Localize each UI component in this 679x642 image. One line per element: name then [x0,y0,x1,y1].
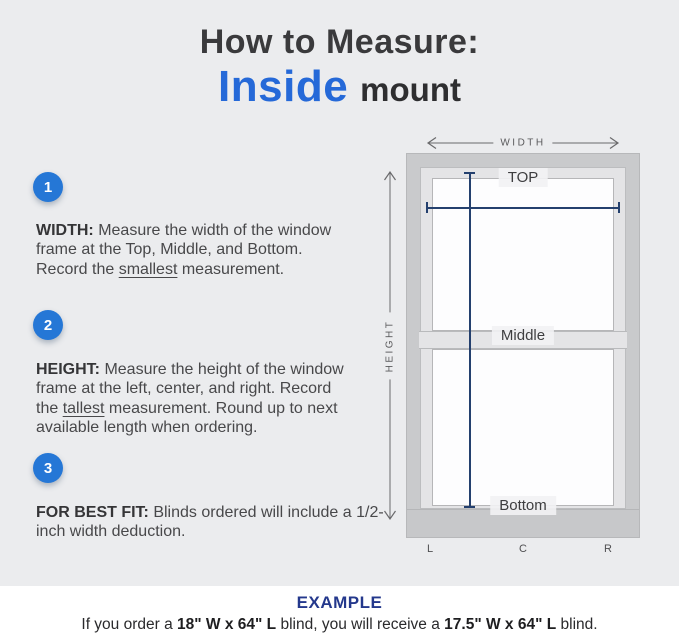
step-3-text: FOR BEST FIT: Blinds ordered will include a 1/2-inch width deduction. [36,504,384,541]
title-line1: How to Measure: [199,23,480,61]
label-middle: Middle [492,326,554,345]
step-2-badge: 2 [33,310,63,340]
page-title [0,24,679,111]
example-heading: EXAMPLE [296,593,383,612]
height-measure-line [464,172,475,508]
label-right: R [604,543,612,555]
title-highlight: Inside [218,62,349,112]
title-suffix: mount [360,71,461,109]
width-measure-line [426,202,620,213]
height-arrow-icon [383,170,397,521]
label-bottom: Bottom [490,496,556,515]
example-text: If you order a 18" W x 64" L blind, you will receive a 17.5" W x 64" L blind. [81,616,598,633]
window-pane-lower [432,349,614,506]
width-arrow-icon [426,136,620,150]
example-footer [0,586,679,642]
title-line2 [0,64,679,110]
window-pane-upper [432,178,614,331]
step-1-text: WIDTH: Measure the width of the window frame at the Top, Middle, and Bottom. Record the smallest measurement. [36,222,332,278]
step-3-badge: 3 [33,453,63,483]
label-center: C [519,543,527,555]
measure-cap [464,506,475,508]
measure-cap [618,202,620,213]
step-2-text: HEIGHT: Measure the height of the window frame at the left, center, and right. Record the tallest measurement. Round up to next available length when ordering. [36,361,344,437]
lcr-row [380,543,670,559]
step-1-badge: 1 [33,172,63,202]
height-arrow-label: HEIGHT [385,312,396,379]
window-diagram [380,130,670,570]
width-arrow-label: WIDTH [493,138,552,149]
label-left: L [426,543,434,555]
measure-bar [426,207,620,209]
measure-bar [469,172,471,508]
label-top: TOP [499,168,548,187]
